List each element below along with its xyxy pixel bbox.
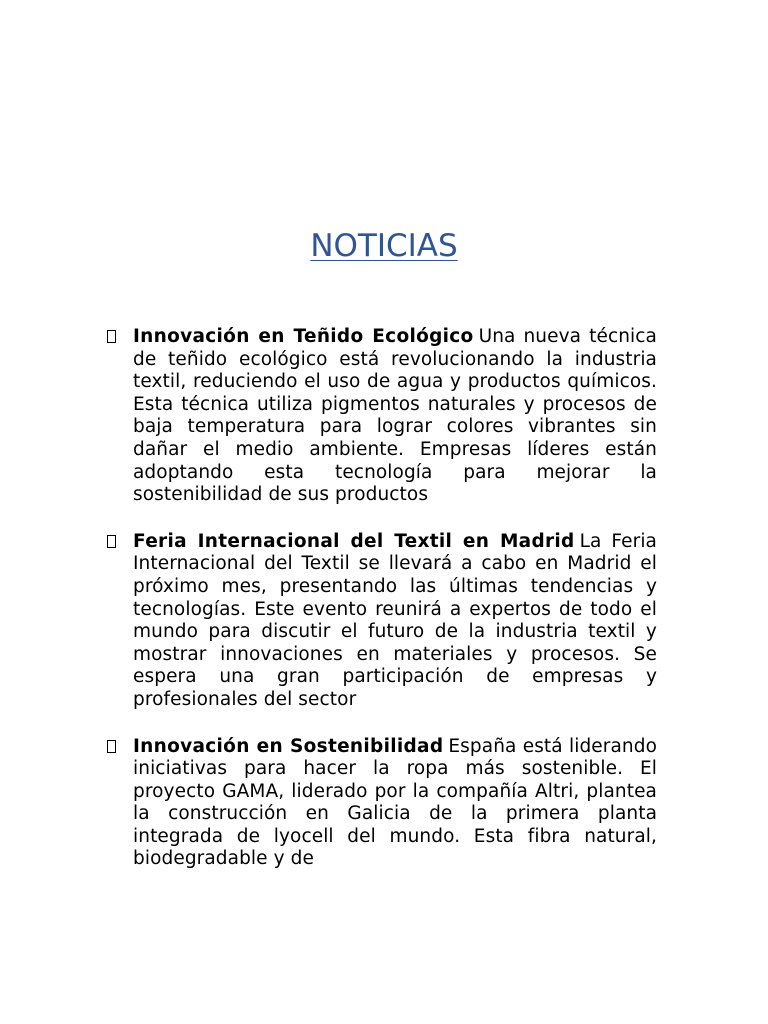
news-item-title: Innovación en Sostenibilidad <box>133 735 444 757</box>
missing-glyph-box-icon <box>107 535 116 548</box>
news-item-text <box>133 531 657 712</box>
news-item-tenido-ecologico <box>0 326 768 507</box>
news-list <box>0 326 768 895</box>
news-item-title: Innovación en Teñido Ecológico <box>133 326 474 347</box>
news-item-body: La Feria Internacional del Textil se llevará a cabo en Madrid el próximo mes, presentando las últimas tendencias y tecnologías. Este evento reunirá a expertos de todo el mundo para discutir el futuro de la industria textil y mostrar innovaciones en materiales y procesos. Se espera una gran participación de empresas y profesionales del sector <box>133 530 657 710</box>
missing-glyph-box-icon <box>107 330 116 343</box>
news-item-body: España está liderando iniciativas para hacer la ropa más sostenible. El proyecto GAMA, liderado por la compañía Altri, plantea la construcción en Galicia de la primera planta integrada de lyocell del mundo. Esta fibra natural, biodegradable y de <box>133 735 657 870</box>
missing-glyph-box-icon <box>107 740 116 753</box>
news-item-sostenibilidad <box>0 736 768 872</box>
news-item-feria-madrid <box>0 531 768 712</box>
page-title: NOTICIAS <box>310 228 458 264</box>
news-item-text <box>133 736 657 872</box>
news-item-title: Feria Internacional del Textil en Madrid <box>133 530 575 552</box>
news-item-body: Una nueva técnica de teñido ecológico está revolucionando la industria textil, reduciendo el uso de agua y productos químicos. Esta técnica utiliza pigmentos naturales y procesos de baja temperatura para lograr colores vibrantes sin dañar el medio ambiente. Empresas líderes están adoptando esta tecnología para mejorar la sostenibilidad de sus productos <box>133 326 657 506</box>
news-item-text <box>133 326 657 507</box>
